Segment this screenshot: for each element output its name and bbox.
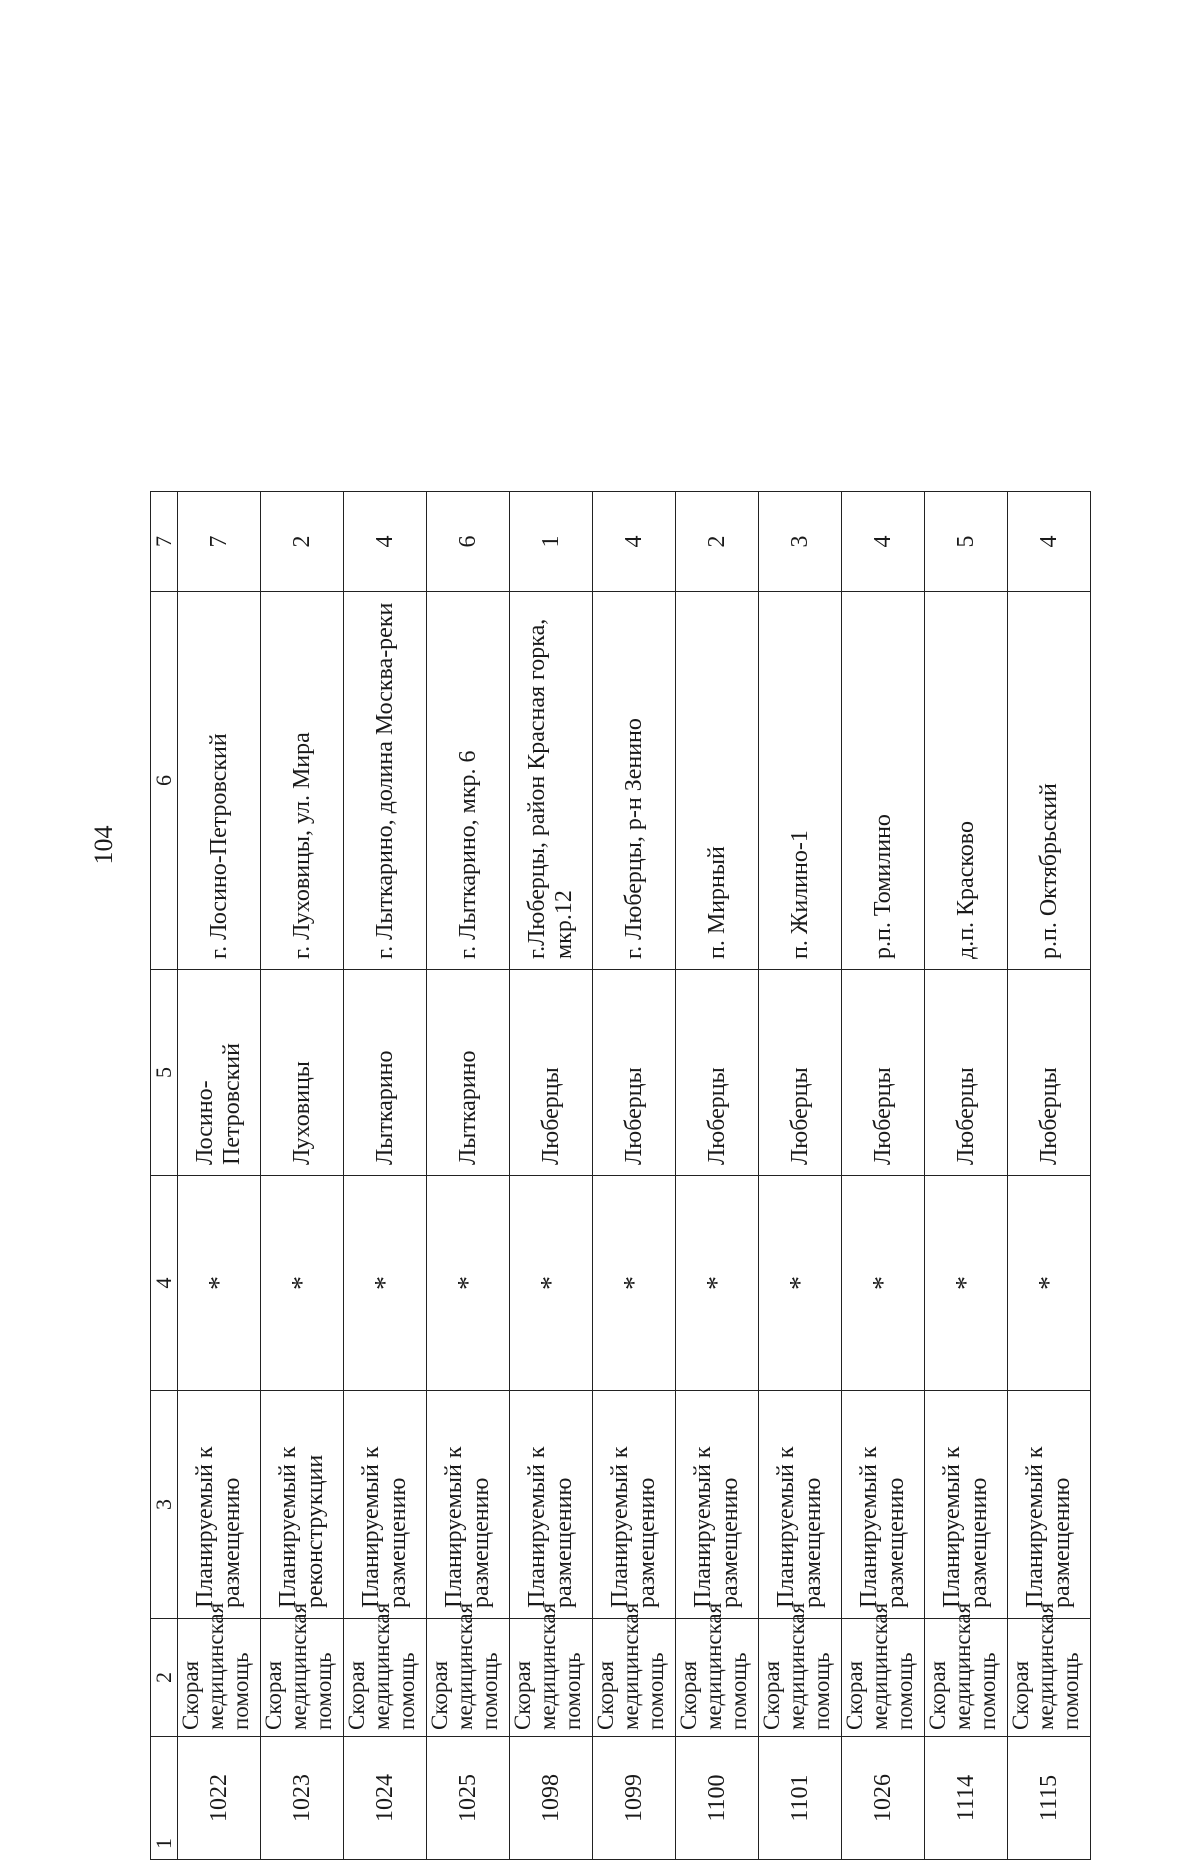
cell-municipality: Лосино-Петровский: [178, 970, 261, 1176]
cell-municipality: Люберцы: [759, 970, 842, 1176]
cell-count: 6: [427, 492, 510, 592]
cell-number: 1115: [1008, 1737, 1091, 1860]
table-row: [925, 492, 1008, 1860]
cell-number: 1098: [510, 1737, 593, 1860]
cell-status: Планируемый к размещению: [427, 1391, 510, 1619]
facilities-table: [150, 491, 1091, 1860]
cell-location: д.п. Красково: [925, 592, 1008, 970]
cell-municipality: Лыткарино: [427, 970, 510, 1176]
header-cell-3: 3: [151, 1391, 178, 1619]
header-cell-2: 2: [151, 1619, 178, 1737]
cell-mark: *: [759, 1176, 842, 1391]
facilities-table-wrapper: [150, 492, 1083, 1860]
cell-mark: *: [925, 1176, 1008, 1391]
cell-status: Планируемый к размещению: [1008, 1391, 1091, 1619]
table-row: [759, 492, 842, 1860]
cell-count: 4: [842, 492, 925, 592]
table-row: [510, 492, 593, 1860]
cell-status: Планируемый к размещению: [759, 1391, 842, 1619]
header-cell-7: 7: [151, 492, 178, 592]
cell-count: 4: [344, 492, 427, 592]
cell-location: г. Лыткарино, мкр. 6: [427, 592, 510, 970]
header-cell-1: 1: [151, 1737, 178, 1860]
cell-location: г. Лосино-Петровский: [178, 592, 261, 970]
cell-number: 1101: [759, 1737, 842, 1860]
cell-municipality: Люберцы: [593, 970, 676, 1176]
table-body: [151, 492, 1091, 1860]
cell-municipality: Люберцы: [676, 970, 759, 1176]
cell-location: п. Жилино-1: [759, 592, 842, 970]
cell-count: 4: [593, 492, 676, 592]
cell-mark: *: [427, 1176, 510, 1391]
table-row: [1008, 492, 1091, 1860]
cell-number: 1100: [676, 1737, 759, 1860]
table-row: [261, 492, 344, 1860]
table-row: [344, 492, 427, 1860]
cell-count: 7: [178, 492, 261, 592]
cell-service: Скорая медицинская помощь: [510, 1619, 593, 1737]
cell-municipality: Люберцы: [842, 970, 925, 1176]
cell-mark: *: [676, 1176, 759, 1391]
cell-count: 4: [1008, 492, 1091, 592]
cell-mark: *: [344, 1176, 427, 1391]
cell-number: 1114: [925, 1737, 1008, 1860]
cell-municipality: Луховицы: [261, 970, 344, 1176]
cell-service: Скорая медицинская помощь: [593, 1619, 676, 1737]
cell-number: 1026: [842, 1737, 925, 1860]
cell-service: Скорая медицинская помощь: [1008, 1619, 1091, 1737]
table-header-row: [151, 492, 178, 1860]
cell-count: 2: [261, 492, 344, 592]
cell-mark: *: [593, 1176, 676, 1391]
cell-count: 5: [925, 492, 1008, 592]
cell-service: Скорая медицинская помощь: [676, 1619, 759, 1737]
cell-location: г.Люберцы, район Красная горка, мкр.12: [510, 592, 593, 970]
table-row: [427, 492, 510, 1860]
cell-number: 1025: [427, 1737, 510, 1860]
cell-count: 3: [759, 492, 842, 592]
cell-number: 1024: [344, 1737, 427, 1860]
cell-status: Планируемый к размещению: [842, 1391, 925, 1619]
cell-number: 1022: [178, 1737, 261, 1860]
cell-location: п. Мирный: [676, 592, 759, 970]
cell-number: 1099: [593, 1737, 676, 1860]
cell-status: Планируемый к размещению: [344, 1391, 427, 1619]
cell-mark: *: [842, 1176, 925, 1391]
cell-status: Планируемый к размещению: [925, 1391, 1008, 1619]
cell-municipality: Люберцы: [925, 970, 1008, 1176]
cell-service: Скорая медицинская помощь: [261, 1619, 344, 1737]
header-cell-6: 6: [151, 592, 178, 970]
cell-service: Скорая медицинская помощь: [759, 1619, 842, 1737]
page-number: 104: [89, 825, 118, 865]
cell-status: Планируемый к размещению: [510, 1391, 593, 1619]
cell-status: Планируемый к размещению: [178, 1391, 261, 1619]
cell-number: 1023: [261, 1737, 344, 1860]
cell-service: Скорая медицинская помощь: [178, 1619, 261, 1737]
cell-location: р.п. Октябрьский: [1008, 592, 1091, 970]
cell-mark: *: [510, 1176, 593, 1391]
table-row: [593, 492, 676, 1860]
cell-location: г. Лыткарино, долина Москва-реки: [344, 592, 427, 970]
header-cell-5: 5: [151, 970, 178, 1176]
table-row: [676, 492, 759, 1860]
cell-count: 2: [676, 492, 759, 592]
cell-location: г. Луховицы, ул. Мира: [261, 592, 344, 970]
cell-municipality: Люберцы: [1008, 970, 1091, 1176]
cell-count: 1: [510, 492, 593, 592]
cell-service: Скорая медицинская помощь: [842, 1619, 925, 1737]
cell-municipality: Лыткарино: [344, 970, 427, 1176]
cell-status: Планируемый к реконструкции: [261, 1391, 344, 1619]
cell-mark: *: [1008, 1176, 1091, 1391]
table-row: [178, 492, 261, 1860]
cell-location: г. Люберцы, р-н Зенино: [593, 592, 676, 970]
table-row: [842, 492, 925, 1860]
cell-mark: *: [261, 1176, 344, 1391]
cell-location: р.п. Томилино: [842, 592, 925, 970]
cell-service: Скорая медицинская помощь: [925, 1619, 1008, 1737]
cell-service: Скорая медицинская помощь: [427, 1619, 510, 1737]
header-cell-4: 4: [151, 1176, 178, 1391]
cell-status: Планируемый к размещению: [676, 1391, 759, 1619]
cell-service: Скорая медицинская помощь: [344, 1619, 427, 1737]
cell-municipality: Люберцы: [510, 970, 593, 1176]
cell-status: Планируемый к размещению: [593, 1391, 676, 1619]
cell-mark: *: [178, 1176, 261, 1391]
